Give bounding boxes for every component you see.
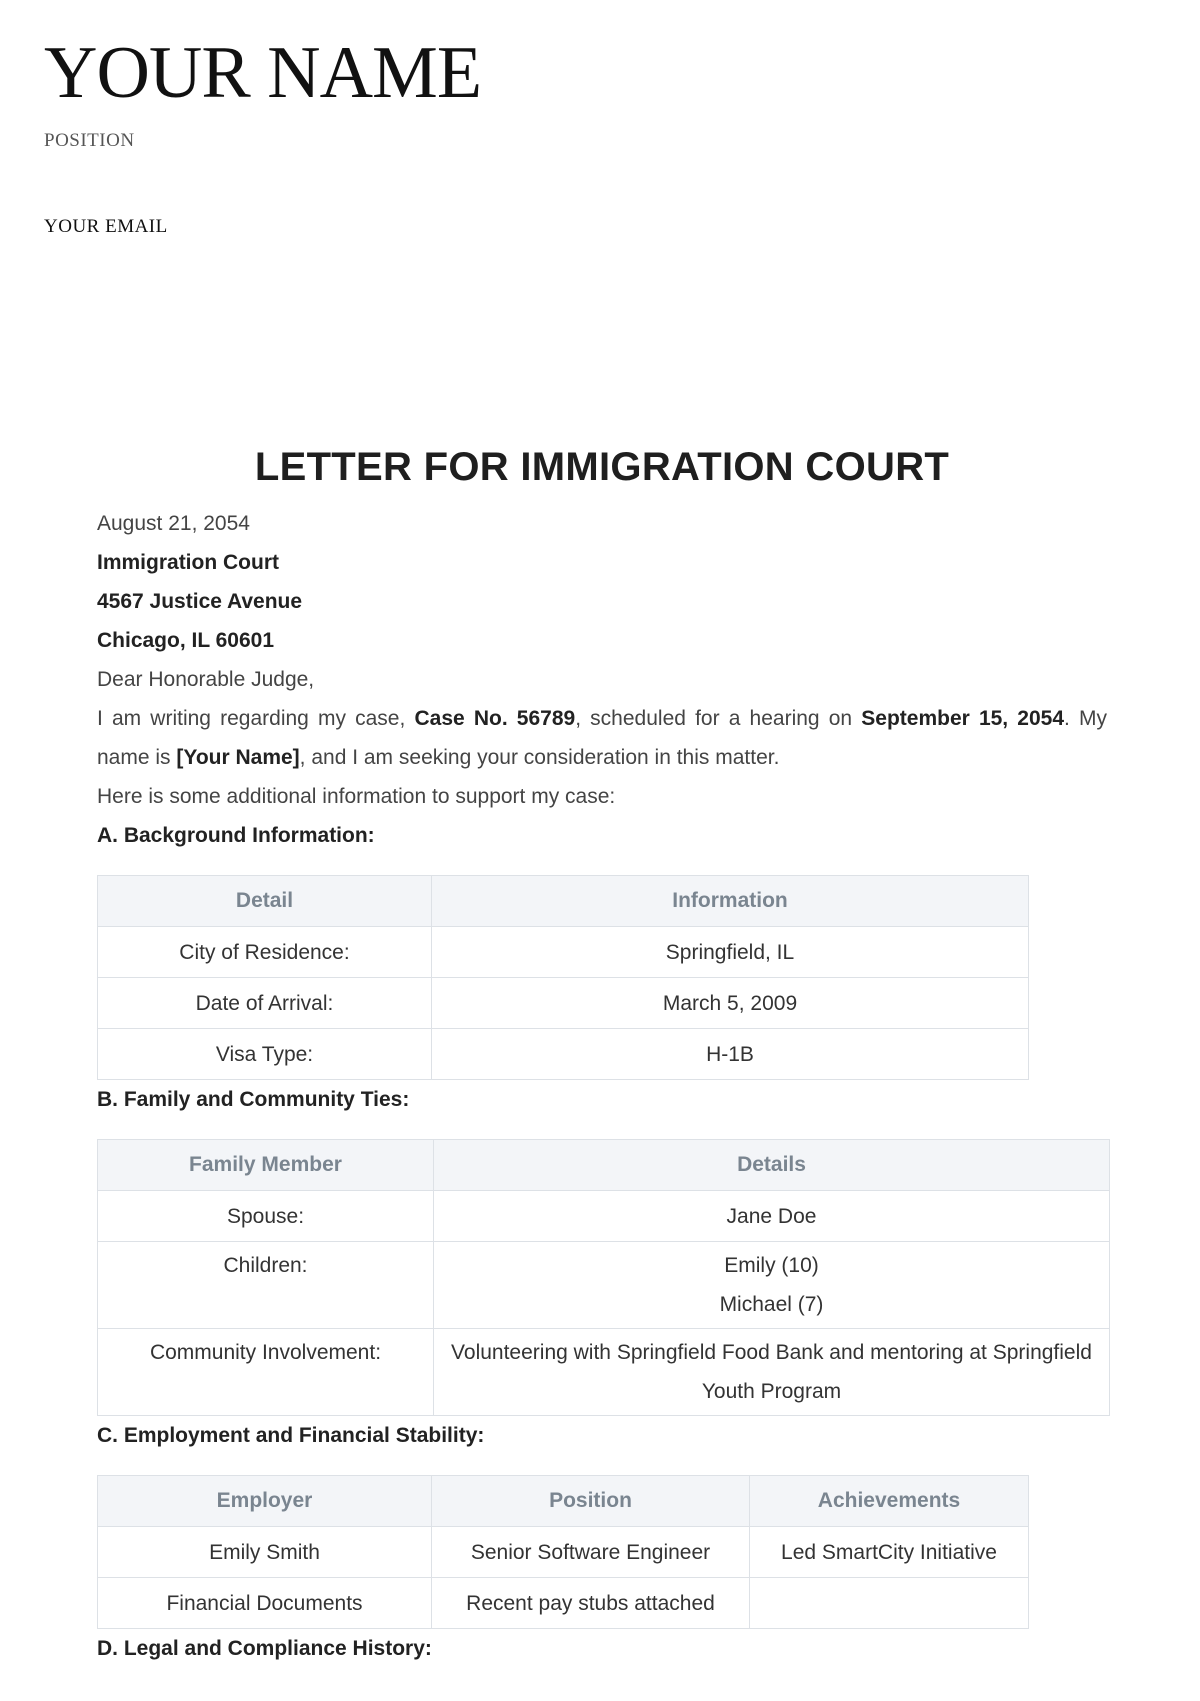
column-header: Detail bbox=[98, 876, 432, 927]
case-number: Case No. 56789 bbox=[414, 707, 576, 730]
child-entry: Michael (7) bbox=[719, 1293, 824, 1316]
table-cell: Emily Smith bbox=[98, 1527, 432, 1578]
letter-body bbox=[97, 445, 1107, 1668]
column-header: Information bbox=[432, 876, 1029, 927]
recipient-line-3: Chicago, IL 60601 bbox=[97, 629, 275, 652]
table-row bbox=[98, 1578, 1029, 1629]
column-header: Details bbox=[434, 1140, 1110, 1191]
table-row bbox=[98, 1029, 1029, 1080]
section-c-heading: C. Employment and Financial Stability: bbox=[97, 1424, 485, 1447]
support-line: Here is some additional information to support my case: bbox=[97, 785, 616, 808]
table-header-row bbox=[98, 1140, 1110, 1191]
table-cell: H-1B bbox=[432, 1029, 1029, 1080]
sender-name: YOUR NAME bbox=[44, 32, 482, 114]
table-cell: Spouse: bbox=[98, 1191, 434, 1242]
sender-email: YOUR EMAIL bbox=[44, 216, 168, 237]
section-a-heading: A. Background Information: bbox=[97, 824, 375, 847]
section-d-heading: D. Legal and Compliance History: bbox=[97, 1637, 432, 1660]
table-row bbox=[98, 1329, 1110, 1416]
table-cell: March 5, 2009 bbox=[432, 978, 1029, 1029]
table-cell bbox=[434, 1242, 1110, 1329]
table-cell: Led SmartCity Initiative bbox=[750, 1527, 1029, 1578]
intro-text-1: I am writing regarding my case, bbox=[97, 707, 406, 730]
background-table bbox=[97, 875, 1029, 1080]
table-header-row bbox=[98, 1476, 1029, 1527]
table-cell: Date of Arrival: bbox=[98, 978, 432, 1029]
table-row bbox=[98, 1242, 1110, 1329]
table-cell: Volunteering with Springfield Food Bank and mentoring at Springfield Youth Program bbox=[434, 1329, 1110, 1416]
letter-title: LETTER FOR IMMIGRATION COURT bbox=[254, 445, 950, 489]
column-header: Position bbox=[432, 1476, 750, 1527]
table-cell: Senior Software Engineer bbox=[432, 1527, 750, 1578]
hearing-date: September 15, 2054 bbox=[861, 707, 1065, 730]
table-row bbox=[98, 978, 1029, 1029]
column-header: Achievements bbox=[750, 1476, 1029, 1527]
recipient-line-1: Immigration Court bbox=[97, 551, 279, 574]
section-b-heading: B. Family and Community Ties: bbox=[97, 1088, 410, 1111]
employment-table bbox=[97, 1475, 1029, 1629]
salutation: Dear Honorable Judge, bbox=[97, 668, 315, 691]
column-header: Employer bbox=[98, 1476, 432, 1527]
recipient-line-2: 4567 Justice Avenue bbox=[97, 590, 303, 613]
column-header: Family Member bbox=[98, 1140, 434, 1191]
table-cell: Financial Documents bbox=[98, 1578, 432, 1629]
table-cell: Springfield, IL bbox=[432, 927, 1029, 978]
table-cell: Visa Type: bbox=[98, 1029, 432, 1080]
intro-text-4: , and I am seeking your consideration in this matter. bbox=[299, 746, 780, 769]
letterhead bbox=[44, 32, 482, 238]
sender-position: POSITION bbox=[44, 130, 135, 151]
table-header-row bbox=[98, 876, 1029, 927]
table-cell: Children: bbox=[98, 1242, 434, 1329]
letter-date: August 21, 2054 bbox=[97, 512, 250, 535]
intro-paragraph bbox=[97, 699, 1107, 777]
table-row bbox=[98, 927, 1029, 978]
applicant-name: [Your Name] bbox=[176, 746, 300, 769]
table-cell: Jane Doe bbox=[434, 1191, 1110, 1242]
table-row bbox=[98, 1527, 1029, 1578]
table-row bbox=[98, 1191, 1110, 1242]
table-cell bbox=[750, 1578, 1029, 1629]
table-cell: Community Involvement: bbox=[98, 1329, 434, 1416]
family-table bbox=[97, 1139, 1110, 1416]
table-cell: City of Residence: bbox=[98, 927, 432, 978]
table-cell: Recent pay stubs attached bbox=[432, 1578, 750, 1629]
intro-text-3: . My name is bbox=[97, 707, 1107, 769]
intro-text-2: , scheduled for a hearing on bbox=[575, 707, 853, 730]
child-entry: Emily (10) bbox=[724, 1254, 819, 1277]
